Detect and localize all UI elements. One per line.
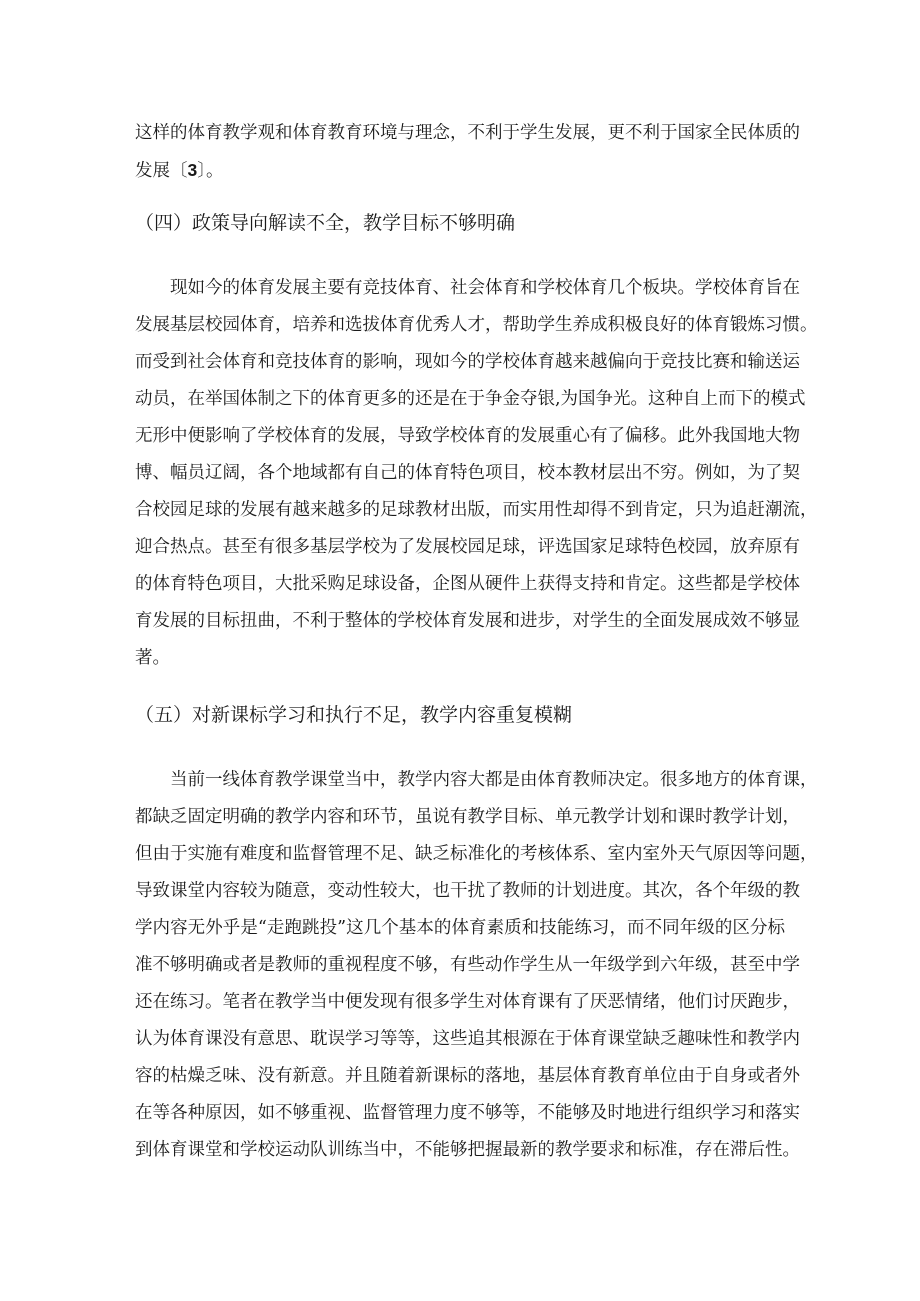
paragraph-line: 在等各种原因，如不够重视、监督管理力度不够等，不能够及时地进行组织学习和落实: [135, 1103, 800, 1123]
paragraph-line: 而受到社会体育和竞技体育的影响，现如今的学校体育越来越偏向于竞技比赛和输送运: [135, 352, 800, 372]
paragraph-line: 迎合热点。甚至有很多基层学校为了发展校园足球，评选国家足球特色校园，放弃原有: [135, 537, 800, 557]
paragraph-line: 到体育课堂和学校运动队训练当中，不能够把握最新的教学要求和标准，存在滞后性。: [135, 1140, 800, 1160]
paragraph-line: 现如今的体育发展主要有竞技体育、社会体育和学校体育几个板块。学校体育旨在: [170, 278, 800, 298]
paragraph-text: 〕。: [197, 161, 224, 181]
paragraph-line: 的体育特色项目，大批采购足球设备，企图从硬件上获得支持和肯定。这些都是学校体: [135, 574, 800, 594]
paragraph-line: 这样的体育教学观和体育教育环境与理念，不利于学生发展，更不利于国家全民体质的: [135, 123, 800, 143]
paragraph-line: 容的枯燥乏味、没有新意。并且随着新课标的落地，基层体育教育单位由于自身或者外: [135, 1066, 800, 1086]
paragraph-line: 导致课堂内容较为随意，变动性较大，也干扰了教师的计划进度。其次，各个年级的教: [135, 881, 800, 901]
paragraph-line: 发展基层校园体育，培养和选拔体育优秀人才，帮助学生养成积极良好的体育锻炼习惯。: [135, 315, 818, 335]
paragraph-line: 无形中便影响了学校体育的发展，导致学校体育的发展重心有了偏移。此外我国地大物: [135, 426, 800, 446]
paragraph-line: 著。: [135, 648, 170, 668]
paragraph-text: 发展〔: [135, 161, 188, 181]
paragraph-line-with-citation: [135, 158, 785, 183]
paragraph-line: 当前一线体育教学课堂当中，教学内容大都是由体育教师决定。很多地方的体育课，: [170, 770, 818, 790]
section-heading-4: （四）政策导向解读不全，教学目标不够明确: [135, 212, 516, 234]
paragraph-line: 博、幅员辽阔，各个地域都有自己的体育特色项目，校本教材层出不穷。例如，为了契: [135, 463, 800, 483]
paragraph-line: 育发展的目标扭曲，不利于整体的学校体育发展和进步，对学生的全面发展成效不够显: [135, 611, 800, 631]
paragraph-line: 都缺乏固定明确的教学内容和环节，虽说有教学目标、单元教学计划和课时教学计划，: [135, 807, 800, 827]
citation-number: 3: [187, 160, 198, 180]
paragraph-line: 但由于实施有难度和监督管理不足、缺乏标准化的考核体系、室内室外天气原因等问题，: [135, 844, 818, 864]
paragraph-line: 认为体育课没有意思、耽误学习等等，这些追其根源在于体育课堂缺乏趣味性和教学内: [135, 1029, 800, 1049]
paragraph-line: 还在练习。笔者在教学当中便发现有很多学生对体育课有了厌恶情绪，他们讨厌跑步，: [135, 992, 800, 1012]
paragraph-line: 学内容无外乎是“走跑跳投”这几个基本的体育素质和技能练习，而不同年级的区分标: [135, 918, 785, 938]
paragraph-line: 动员，在举国体制之下的体育更多的还是在于争金夺银,为国争光。这种自上而下的模式: [135, 389, 806, 409]
section-heading-5: （五）对新课标学习和执行不足，教学内容重复模糊: [135, 704, 573, 726]
paragraph-line: 准不够明确或者是教师的重视程度不够，有些动作学生从一年级学到六年级，甚至中学: [135, 955, 800, 975]
paragraph-line: 合校园足球的发展有越来越多的足球教材出版，而实用性却得不到肯定，只为追赶潮流，: [135, 500, 818, 520]
